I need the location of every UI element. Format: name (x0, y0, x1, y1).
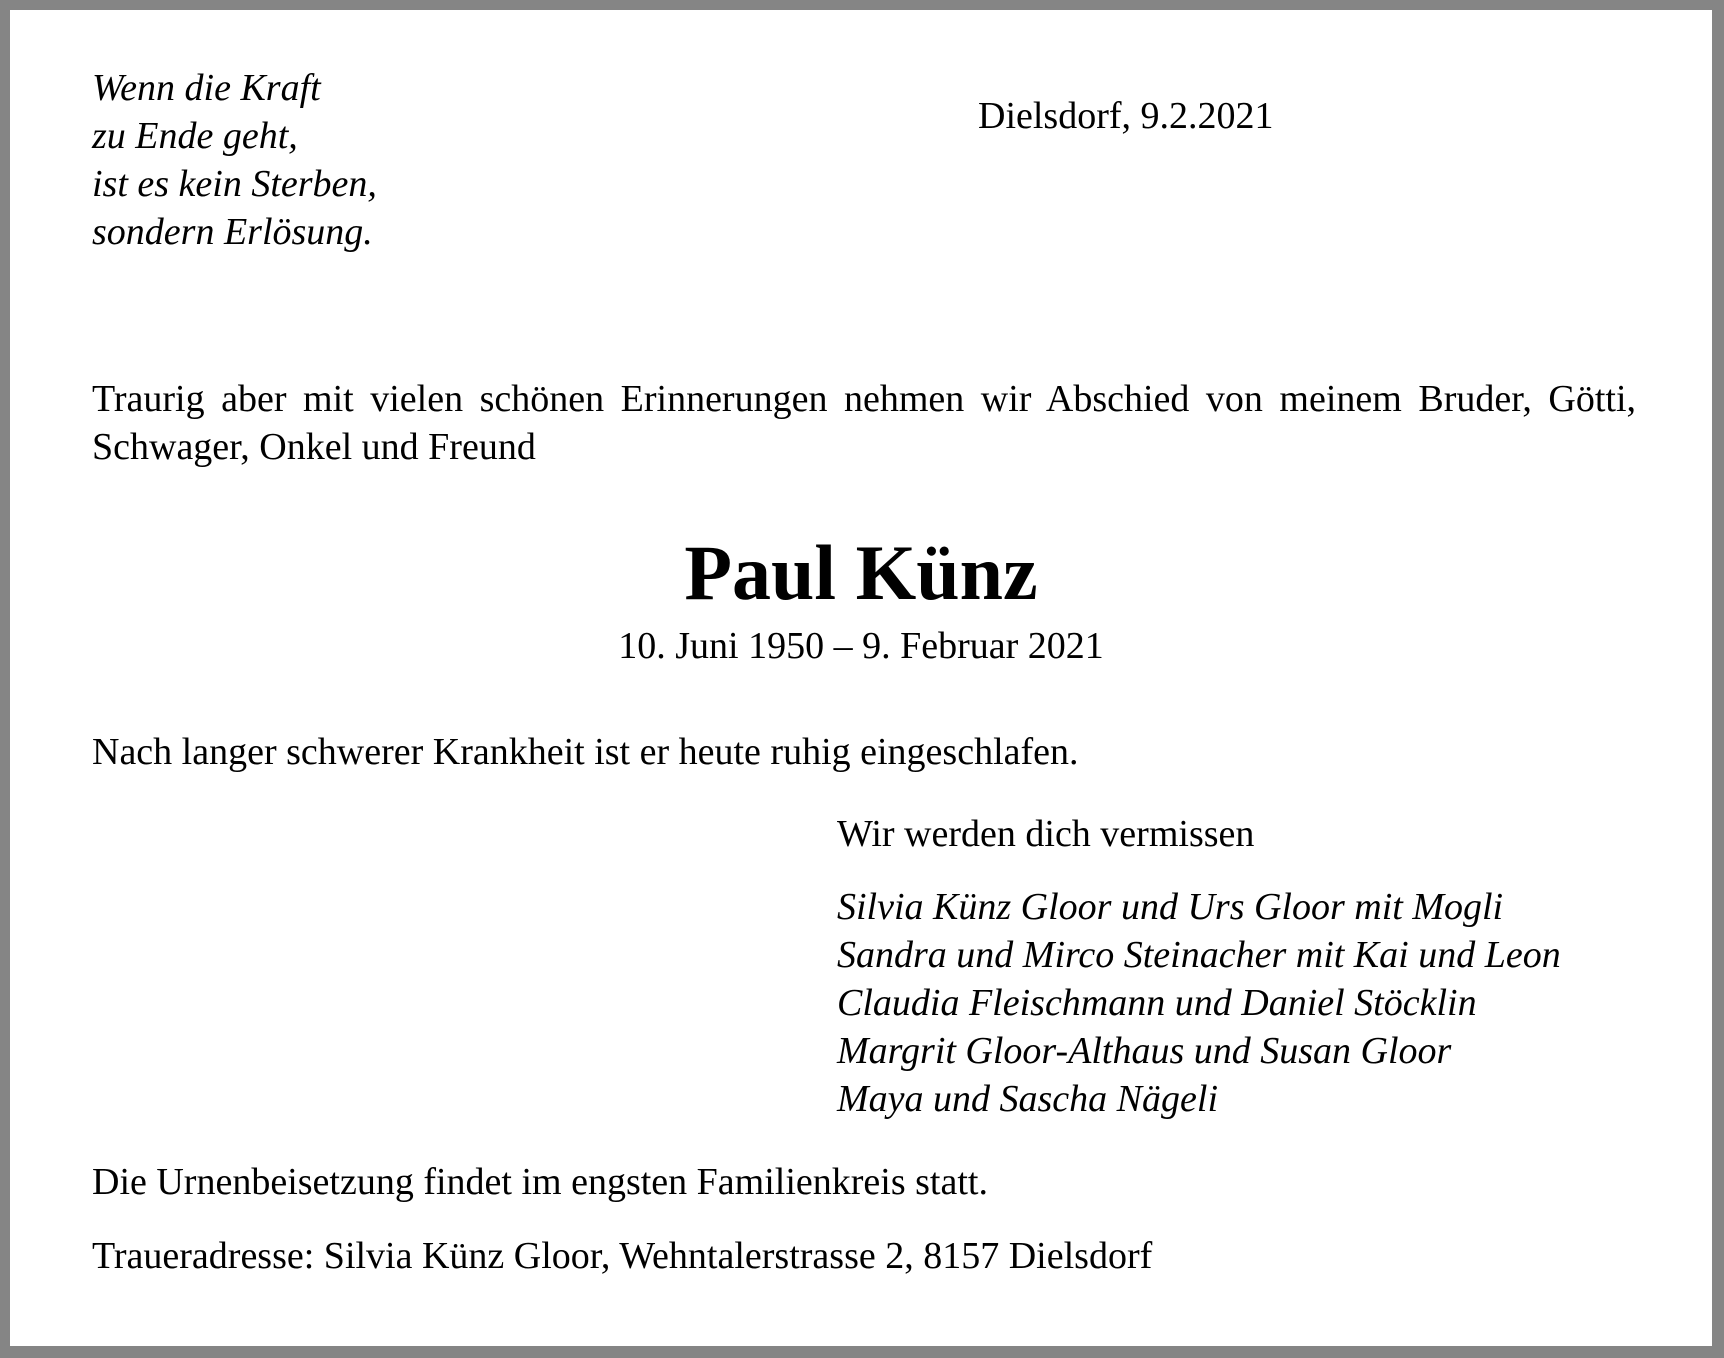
mourning-address: Traueradresse: Silvia Künz Gloor, Wehntalerstrasse 2, 8157 Dielsdorf (92, 1235, 1153, 1277)
motto-verse (92, 64, 377, 256)
motto-line: zu Ende geht, (92, 115, 298, 157)
motto-line: sondern Erlösung. (92, 211, 373, 253)
passing-statement: Nach langer schwerer Krankheit ist er heute ruhig eingeschlafen. (92, 731, 1079, 773)
mourner-line: Silvia Künz Gloor und Urs Gloor mit Mogli (837, 886, 1504, 928)
mourners-list (837, 883, 1561, 1123)
motto-line: ist es kein Sterben, (92, 163, 377, 205)
life-dates: 10. Juni 1950 – 9. Februar 2021 (618, 625, 1104, 667)
mourner-line: Maya und Sascha Nägeli (837, 1078, 1219, 1120)
place-date: Dielsdorf, 9.2.2021 (978, 95, 1274, 137)
mourner-line: Margrit Gloor-Althaus und Susan Gloor (837, 1030, 1452, 1072)
intro-paragraph: Traurig aber mit vielen schönen Erinnerungen nehmen wir Abschied von meinem Bruder, Götti, Schwager, Onkel und Freund (92, 378, 1636, 468)
deceased-name: Paul Künz (684, 529, 1038, 616)
mourner-line: Sandra und Mirco Steinacher mit Kai und Leon (837, 934, 1561, 976)
motto-line: Wenn die Kraft (92, 67, 321, 109)
mourner-line: Claudia Fleischmann und Daniel Stöcklin (837, 982, 1477, 1024)
burial-note: Die Urnenbeisetzung findet im engsten Familienkreis statt. (92, 1161, 988, 1203)
farewell-phrase: Wir werden dich vermissen (837, 813, 1255, 855)
